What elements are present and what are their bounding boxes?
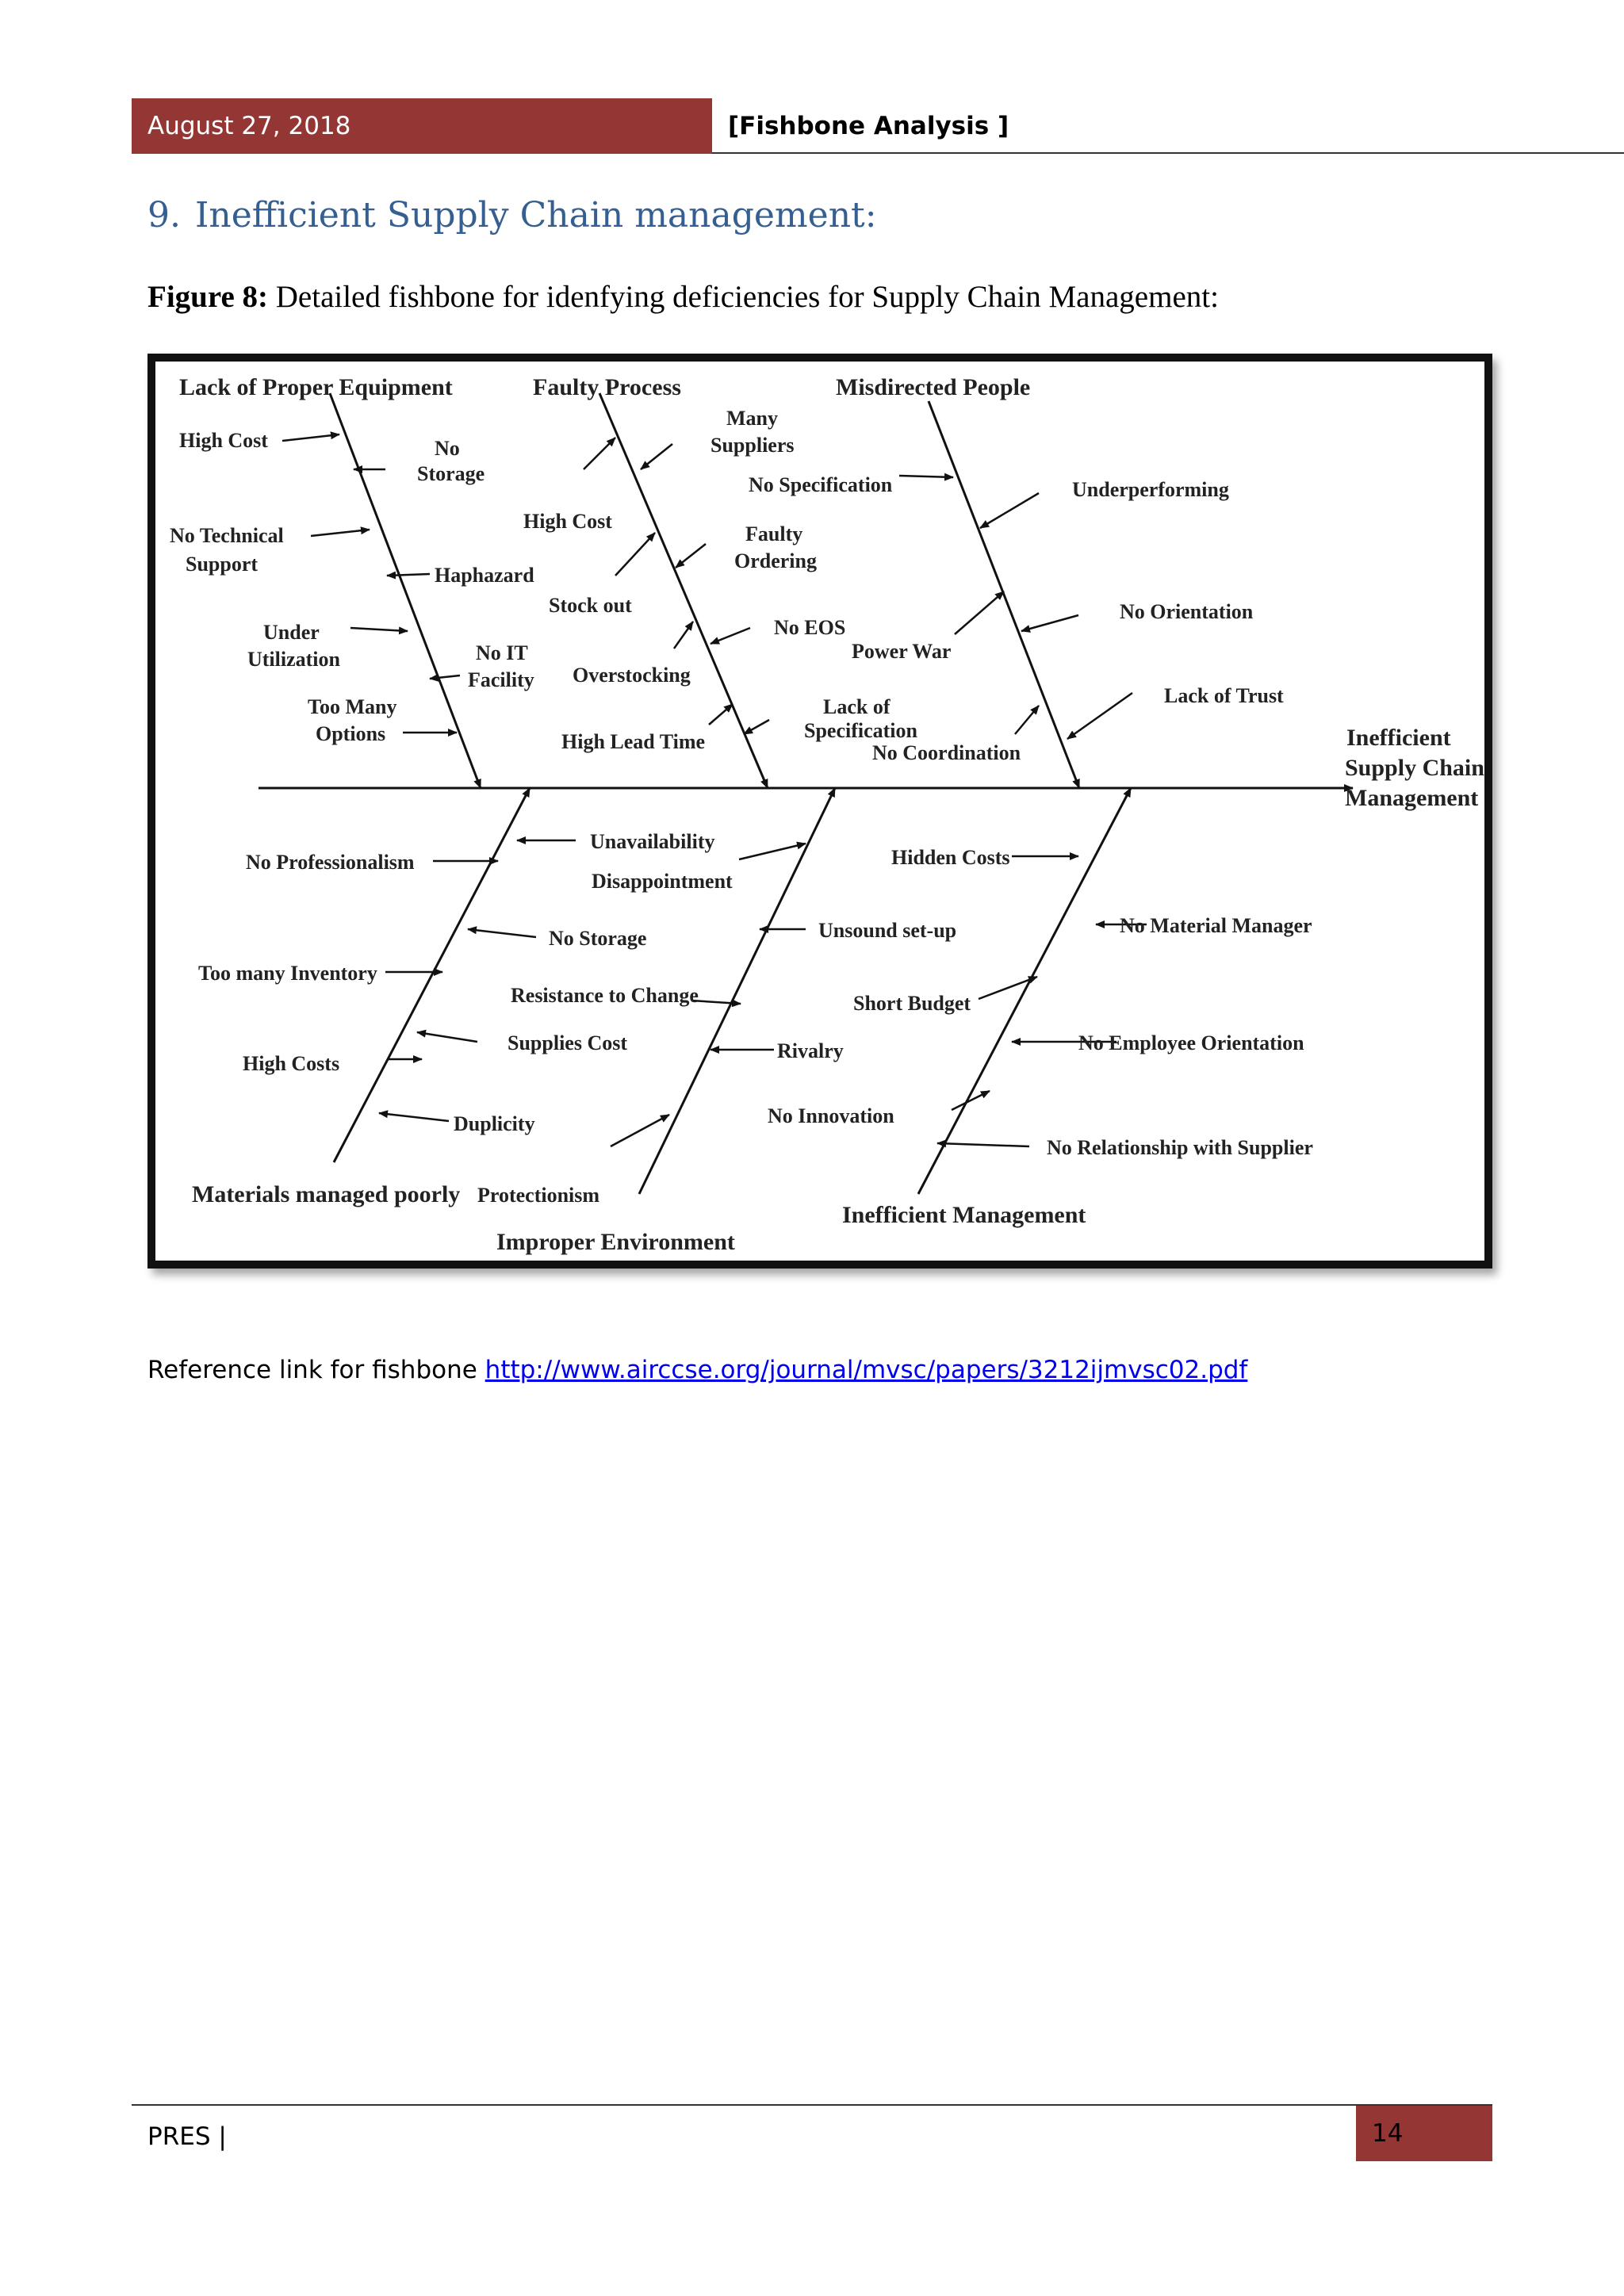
section-number: 9. (147, 195, 181, 235)
cause-label: Disappointment (592, 870, 733, 893)
cause-label: Unavailability (590, 830, 715, 853)
cause-label: No Specification (749, 473, 893, 496)
cause-label: Utilization (247, 648, 340, 671)
cause-label: No Innovation (768, 1104, 894, 1127)
cause-label: Stock out (549, 594, 632, 617)
cause-label: Hidden Costs (891, 846, 1010, 869)
cause-label: Too Many (308, 695, 397, 718)
cause-label: High Cost (179, 429, 268, 452)
figure-caption-text: Detailed fishbone for idenfying deficiencies for Supply Chain Management: (268, 280, 1219, 314)
cause-label: No (435, 437, 460, 460)
footer-rule (132, 2104, 1492, 2106)
cause-label: Supplies Cost (508, 1031, 627, 1054)
cause-label: Haphazard (435, 564, 534, 587)
figure-caption (147, 279, 1219, 315)
cause-label: Under (263, 621, 320, 644)
cause-label: Overstocking (573, 664, 691, 687)
section-title: Inefficient Supply Chain management: (194, 195, 877, 235)
materials-arrows (379, 840, 576, 1121)
fishbone-diagram (155, 362, 1484, 1261)
cause-label: Duplicity (454, 1112, 535, 1135)
category-environment: Improper Environment (496, 1229, 735, 1255)
cause-label: No Employee Orientation (1078, 1031, 1304, 1054)
cause-label: Suppliers (710, 434, 795, 457)
category-people: Misdirected People (836, 374, 1031, 400)
cause-label: Resistance to Change (511, 984, 699, 1007)
fishbone-figure (147, 354, 1492, 1269)
cause-label: Rivalry (777, 1039, 844, 1062)
section-heading (147, 195, 877, 235)
effect-label-3: Management (1345, 785, 1479, 811)
cause-label: Facility (468, 668, 534, 691)
cause-label: Unsound set-up (818, 919, 957, 942)
cause-label: High Cost (523, 510, 612, 533)
cause-label: Options (316, 722, 386, 745)
cause-label: No EOS (774, 616, 846, 639)
category-materials: Materials managed poorly (192, 1181, 461, 1207)
cause-label: Support (186, 553, 259, 576)
reference-text: Reference link for fishbone (147, 1356, 485, 1384)
footer-label: PRES | (147, 2122, 227, 2151)
header-rule (712, 152, 1624, 154)
cause-label: No Material Manager (1120, 914, 1312, 937)
cause-label: Too many Inventory (198, 962, 377, 985)
cause-label: Lack of Trust (1164, 684, 1284, 707)
cause-label: Specification (804, 719, 917, 742)
category-equipment: Lack of Proper Equipment (179, 374, 453, 400)
cause-label: Lack of (823, 695, 891, 718)
cause-label: No Orientation (1120, 600, 1254, 623)
effect-label-2: Supply Chain (1345, 755, 1484, 781)
cause-label: Short Budget (853, 992, 971, 1015)
cause-label: No Storage (549, 927, 647, 950)
page-number: 14 (1356, 2106, 1492, 2161)
cause-label: High Lead Time (561, 730, 706, 753)
figure-label: Figure 8: (147, 280, 269, 314)
category-process: Faulty Process (533, 374, 681, 400)
reference-line (147, 1356, 1247, 1384)
cause-label: No Relationship with Supplier (1047, 1136, 1313, 1159)
cause-label: Many (726, 407, 778, 430)
cause-label: Storage (417, 462, 485, 485)
cause-label: No IT (476, 641, 528, 664)
cause-label: Faulty (745, 522, 803, 545)
header-date: August 27, 2018 (132, 98, 712, 154)
header-title: [Fishbone Analysis ] (728, 112, 1009, 140)
cause-label: Protectionism (477, 1184, 600, 1207)
effect-label-1: Inefficient (1346, 725, 1451, 751)
cause-label: High Costs (243, 1052, 340, 1075)
process-arrows (584, 438, 769, 734)
cause-label: Ordering (734, 549, 817, 572)
category-management: Inefficient Management (842, 1202, 1086, 1228)
bone-people (929, 401, 1079, 788)
cause-label: Power War (852, 640, 952, 663)
reference-link[interactable]: http://www.airccse.org/journal/mvsc/papers/3212ijmvsc02.pdf (485, 1356, 1248, 1384)
cause-label: Underperforming (1072, 478, 1229, 501)
people-arrows (899, 476, 1132, 739)
cause-label: No Professionalism (246, 851, 415, 874)
cause-label: No Coordination (872, 741, 1021, 764)
cause-label: No Technical (170, 524, 284, 547)
